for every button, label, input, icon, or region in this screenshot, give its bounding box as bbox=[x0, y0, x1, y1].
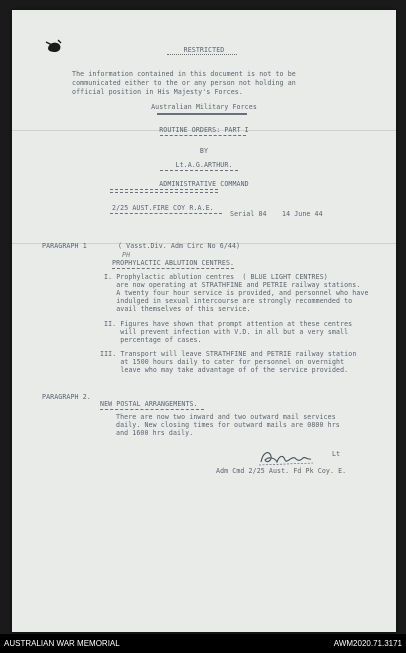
paragraph-2-line: daily. New closing times for outward mails are 0800 hrs bbox=[116, 421, 340, 429]
paragraph-2-heading: NEW POSTAL ARRANGEMENTS. bbox=[100, 400, 198, 408]
archive-footer bbox=[0, 634, 406, 653]
underline bbox=[167, 54, 237, 55]
item-1-line: A twenty four hour service is provided, and personnel who have bbox=[104, 289, 369, 297]
document-sheet bbox=[12, 10, 396, 632]
item-2-line: will prevent infection with V.D. in all but a very small bbox=[104, 328, 349, 336]
item-1-line: I. Prophylactic ablution centres ( BLUE LIGHT CENTRES) bbox=[104, 273, 328, 281]
handwritten-insert: PH bbox=[122, 251, 131, 259]
force-name: Australian Military Forces bbox=[151, 103, 257, 111]
paragraph-2-line: and 1600 hrs daily. bbox=[116, 429, 194, 437]
orders-title: ROUTINE ORDERS: PART I bbox=[159, 126, 249, 134]
underline bbox=[100, 409, 204, 410]
serial-number: Serial 84 bbox=[230, 210, 267, 218]
item-3-line: at 1500 hours daily to cater for personnel on overnight bbox=[100, 358, 345, 366]
paragraph-2-line: There are now two inward and two outward mail services bbox=[116, 413, 336, 421]
by-line: BY bbox=[199, 147, 209, 155]
footer-institution: AUSTRALIAN WAR MEMORIAL bbox=[4, 639, 120, 648]
underline bbox=[110, 189, 218, 190]
footer-accession-number: AWM2020.71.3171 bbox=[333, 639, 402, 648]
command-name: ADMINISTRATIVE COMMAND bbox=[159, 180, 249, 188]
signature-block: Adm Cmd 2/25 Aust. Fd Pk Coy. E. bbox=[216, 467, 347, 475]
underline bbox=[160, 170, 238, 171]
underline bbox=[160, 135, 246, 136]
signature-rank: Lt bbox=[332, 450, 341, 458]
item-2-line: II. Figures have shown that prompt attention at these centres bbox=[104, 320, 353, 328]
item-3-line: leave who may take advantage of of the service provided. bbox=[100, 366, 349, 374]
underline bbox=[110, 213, 222, 214]
notice-line-3: official position in His Majesty's Forces. bbox=[72, 88, 243, 96]
underline bbox=[110, 192, 218, 193]
order-date: 14 June 44 bbox=[282, 210, 323, 218]
notice-line-1: The information contained in this document is not to be bbox=[72, 70, 296, 78]
item-2-line: percentage of cases. bbox=[104, 336, 202, 344]
struck-rule bbox=[157, 113, 247, 115]
officer-name: Lt.A.G.ARTHUR. bbox=[175, 161, 233, 169]
paragraph-1-reference: ( Vasst.Div. Adm Circ No 6/44) bbox=[118, 242, 241, 250]
item-1-line: are now operating at STRATHFINE and PETRIE railway stations. bbox=[104, 281, 361, 289]
unit-name: 2/25 AUST.FIRE COY R.A.E. bbox=[112, 204, 214, 212]
paragraph-1-heading: PROPHYLACTIC ABLUTION CENTRES. bbox=[112, 259, 235, 267]
item-1-line: indulged in sexual intercourse are strongly recommended to bbox=[104, 297, 353, 305]
item-1-line: avail themselves of this service. bbox=[104, 305, 251, 313]
item-3-line: III. Transport will leave STRATHFINE and PETRIE railway station bbox=[100, 350, 357, 358]
underline bbox=[112, 268, 234, 269]
paragraph-1-label: PARAGRAPH 1 bbox=[42, 242, 87, 250]
classification-heading: RESTRICTED bbox=[183, 46, 225, 54]
paragraph-2-label: PARAGRAPH 2. bbox=[42, 393, 91, 401]
notice-line-2: communicated either to the or any person not holding an bbox=[72, 79, 296, 87]
